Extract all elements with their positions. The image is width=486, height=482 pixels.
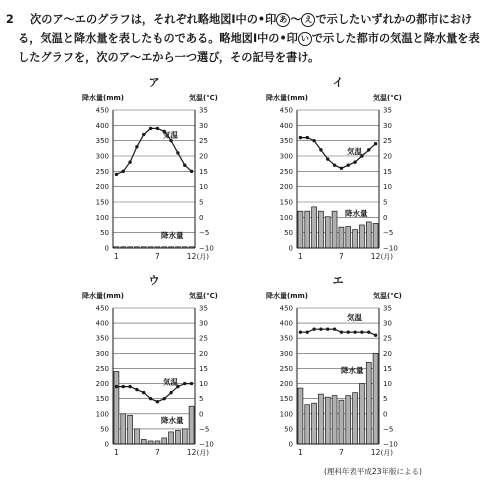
chart-4-precip-tick: 450 [279,304,293,313]
chart-1-precip-tick: 200 [95,183,109,192]
chart-1-precip-tick: 400 [95,121,109,130]
chart-4-precip-tick: 150 [279,395,293,404]
chart-2-temp-point [367,148,370,151]
chart-4-month-tick: 12 [370,448,381,457]
chart-2-temp-point [347,164,350,167]
chart-3-precip-bar [162,438,167,444]
chart-3-temp-point [142,391,145,394]
chart-1-month-tick: 1 [114,252,119,261]
chart-2-precip-bar [353,230,358,248]
chart-2-precip-bar [332,211,337,248]
chart-1-temp-tick: 15 [199,167,208,176]
chart-3-temp-point [128,385,131,388]
chart-1-temp-tick: 20 [199,152,208,161]
chart-3-precip-tick: 0 [104,440,109,449]
chart-3-temp-point [115,385,118,388]
chart-3-precip-tick: 50 [100,425,109,434]
question-line-2-part-b: で示した都市の気温と降水量を表 [311,32,480,45]
chart-2-temp-tick: −10 [383,244,398,253]
chart-4-precip-bar [318,394,323,444]
chart-1-precip-tick: 150 [95,198,109,207]
source-footnote: (理科年表平成23年版による) [324,467,422,476]
chart-4-temp-point [326,327,329,330]
chart-3-month-tick: 1 [114,448,119,457]
question-line-3: したグラフを，次のア～エから一つ選び，その記号を書け。 [18,51,320,64]
chart-2-temp-line [300,138,375,169]
chart-1-temp-tick: 5 [199,198,204,207]
chart-4-temp-point [333,327,336,330]
chart-2-temp-tick: 35 [383,106,392,115]
chart-4-precip-tick: 350 [279,334,293,343]
chart-3-temp-line [116,384,191,402]
chart-2-title: イ [332,76,344,89]
circled-i-marker: い [298,32,312,46]
chart-4-temp-line [300,329,375,335]
chart-2-temp-tick: −5 [383,229,394,238]
chart-4-precip-bar [325,397,330,444]
chart-1-precip-series-label: 降水量 [161,231,184,240]
chart-1-temp-tick: 0 [199,213,204,222]
chart-4-temp-point [374,334,377,337]
chart-3-temp-tick: 5 [199,395,204,404]
chart-1-temp-point [190,170,193,173]
chart-4-precip-series-label: 降水量 [341,365,364,375]
chart-3-precip-tick: 450 [95,304,109,313]
chart-1-temp-tick: −10 [199,244,214,253]
chart-4-month-tick: 1 [298,448,303,457]
chart-4-temp-point [347,330,350,333]
chart-4-month-unit: (月) [380,449,394,457]
chart-2-precip-bar [359,225,364,248]
chart-3-temp-point [163,397,166,400]
chart-4-precip-bar [312,403,317,444]
chart-3-precip-axis-label: 降水量(mm) [82,292,124,300]
chart-3-precip-tick: 400 [95,319,109,328]
chart-2-month-tick: 7 [339,252,344,261]
chart-2-temp-point [312,139,315,142]
chart-4-temp-point [319,327,322,330]
chart-3-precip-bar [128,415,133,444]
chart-2-temp-tick: 10 [383,183,392,192]
chart-2-precip-tick: 0 [288,244,293,253]
chart-3-precip-tick: 100 [95,410,109,419]
chart-4-precip-bar [346,396,351,444]
circled-e-marker: え [301,13,315,27]
chart-1-precip-tick: 300 [95,152,109,161]
chart-3-temp-series-label: 気温 [163,377,178,387]
chart-3-precip-bar [169,432,174,444]
chart-2-temp-tick: 5 [383,198,388,207]
chart-1-temp-line [116,128,191,174]
chart-1-temp-tick: 10 [199,183,208,192]
chart-1-title: ア [148,76,160,89]
question-line-1-part-a: 次のア～エのグラフは，それぞれ略地図Ⅰ中の•印 [30,13,277,26]
chart-3-precip-tick: 150 [95,395,109,404]
chart-1-temp-point [122,170,125,173]
chart-3-precip-bar [121,414,126,444]
chart-4-precip-bar [298,388,303,444]
chart-2-temp-point [326,157,329,160]
chart-2-precip-bar [346,227,351,248]
chart-2-temp-series-label: 気温 [347,147,362,157]
chart-2-month-tick: 1 [298,252,303,261]
chart-2-precip-tick: 200 [279,183,293,192]
chart-4-temp-series-label: 気温 [347,313,362,323]
chart-4-temp-tick: 5 [383,395,388,404]
chart-2-precip-bar [298,211,303,248]
chart-4-precip-axis-label: 降水量(mm) [266,292,308,300]
chart-2-temp-tick: 0 [383,213,388,222]
chart-2-temp-tick: 15 [383,167,392,176]
chart-1-precip-tick: 100 [95,213,109,222]
circled-a-marker: あ [276,13,290,27]
chart-1-temp-point [142,133,145,136]
chart-2-precip-tick: 50 [284,229,293,238]
chart-2-precip-bar [305,211,310,248]
chart-1-temp-tick: 25 [199,137,208,146]
chart-3-temp-tick: 20 [199,349,208,358]
chart-3-precip-series-label: 降水量 [161,415,184,425]
chart-3-temp-tick: 30 [199,319,208,328]
chart-4-precip-tick: 250 [279,364,293,373]
chart-4-temp-tick: −10 [383,440,398,449]
chart-3-month-unit: (月) [196,449,210,457]
chart-3-temp-point [169,391,172,394]
chart-1-temp-point [176,151,179,154]
chart-3-precip-bar [189,406,194,444]
chart-2-temp-point [353,160,356,163]
chart-2-precip-bar [312,207,317,248]
chart-2-temp-tick: 20 [383,152,392,161]
chart-2-temp-point [333,164,336,167]
chart-3-month-tick: 7 [155,448,160,457]
chart-4-temp-tick: 25 [383,334,392,343]
chart-4-precip-bar [339,400,344,444]
question-number: 2 [6,13,14,26]
chart-4-temp-point [340,330,343,333]
chart-2-precip-tick: 450 [279,106,293,115]
chart-4-precip-tick: 200 [279,380,293,389]
chart-4-temp-tick: 0 [383,410,388,419]
chart-1-precip-tick: 0 [104,244,109,253]
chart-3-temp-tick: 0 [199,410,204,419]
chart-1-temp-point [128,160,131,163]
chart-2-precip-bar [325,217,330,248]
chart-4-precip-bar [366,362,371,444]
chart-3-precip-bar [114,371,119,444]
chart-4-precip-bar [373,353,378,444]
chart-3-temp-tick: −5 [199,425,210,434]
chart-3-temp-axis-label: 気温(℃) [189,292,218,300]
chart-1-precip-tick: 350 [95,137,109,146]
chart-2-temp-point [374,142,377,145]
chart-2-precip-tick: 350 [279,137,293,146]
chart-3-temp-point [183,382,186,385]
chart-4-precip-tick: 50 [284,425,293,434]
chart-1-precip-tick: 250 [95,167,109,176]
chart-3-temp-point [156,400,159,403]
chart-2-precip-tick: 400 [279,121,293,130]
question-line-2-part-a: る，気温と降水量を表したものである。略地図Ⅰ中の•印 [18,32,298,45]
chart-2-precip-tick: 300 [279,152,293,161]
chart-3-temp-point [149,397,152,400]
chart-3-temp-point [122,385,125,388]
chart-2-precip-axis-label: 降水量(mm) [266,94,308,102]
chart-3-month-tick: 12 [186,448,197,457]
chart-2-temp-tick: 30 [383,121,392,130]
chart-1-temp-tick: 35 [199,106,208,115]
chart-3-temp-tick: 25 [199,334,208,343]
chart-1-month-unit: (月) [196,253,210,261]
chart-2-precip-bar [366,222,371,248]
chart-2-precip-bar [373,223,378,248]
chart-2-temp-axis-label: 気温(℃) [373,94,402,102]
chart-3-temp-tick: −10 [199,440,214,449]
chart-4-temp-tick: 20 [383,349,392,358]
chart-4-precip-tick: 300 [279,349,293,358]
chart-2-precip-bar [339,227,344,248]
chart-4-title: エ [332,274,344,287]
chart-4-precip-tick: 0 [288,440,293,449]
chart-3-temp-tick: 15 [199,364,208,373]
chart-4-temp-tick: 35 [383,304,392,313]
chart-3-precip-bar [141,439,146,444]
chart-3-precip-tick: 350 [95,334,109,343]
chart-4-month-tick: 7 [339,448,344,457]
chart-2-precip-tick: 250 [279,167,293,176]
chart-4-precip-tick: 100 [279,410,293,419]
chart-4-temp-point [299,330,302,333]
chart-4-precip-bar [353,393,358,444]
chart-3-precip-tick: 250 [95,364,109,373]
chart-1-temp-tick: 30 [199,121,208,130]
chart-1-temp-point [149,127,152,130]
chart-1-temp-series-label: 気温 [163,130,178,140]
chart-3-temp-point [135,388,138,391]
chart-4-temp-point [353,330,356,333]
chart-4-precip-bar [332,396,337,444]
chart-3-temp-tick: 35 [199,304,208,313]
chart-1-temp-axis-label: 気温(℃) [189,94,218,102]
chart-4-temp-point [367,330,370,333]
chart-1-precip-axis-label: 降水量(mm) [82,94,124,102]
chart-2-precip-bar [318,211,323,248]
chart-4-precip-bar [305,405,310,444]
chart-2-month-unit: (月) [380,253,394,261]
chart-1-month-tick: 7 [155,252,160,261]
chart-2-precip-tick: 100 [279,213,293,222]
chart-1-temp-point [135,145,138,148]
chart-3-precip-bar [182,429,187,444]
chart-3-precip-bar [134,429,139,444]
chart-4-precip-tick: 400 [279,319,293,328]
chart-4-temp-tick: 15 [383,364,392,373]
chart-1-precip-tick: 450 [95,106,109,115]
chart-2-precip-tick: 150 [279,198,293,207]
chart-2-temp-point [299,136,302,139]
chart-3-precip-bar [175,430,180,444]
chart-3-title: ウ [148,274,160,287]
chart-3-precip-tick: 300 [95,349,109,358]
chart-4-temp-tick: 30 [383,319,392,328]
chart-4-temp-point [306,330,309,333]
chart-4-precip-bar [359,384,364,444]
chart-2-temp-tick: 25 [383,137,392,146]
chart-2-temp-point [319,148,322,151]
chart-1-temp-point [156,127,159,130]
chart-4-temp-point [360,330,363,333]
chart-1-temp-point [115,173,118,176]
chart-2-temp-point [306,136,309,139]
chart-2-precip-series-label: 降水量 [345,208,368,218]
chart-2-month-tick: 12 [370,252,381,261]
chart-1-temp-point [183,164,186,167]
chart-1-precip-tick: 50 [100,229,109,238]
tilde: ～ [290,13,302,26]
chart-1-month-tick: 12 [186,252,197,261]
chart-4-temp-tick: −5 [383,425,394,434]
chart-3-precip-tick: 200 [95,380,109,389]
chart-2-temp-point [340,167,343,170]
chart-3-temp-point [190,382,193,385]
chart-4-temp-axis-label: 気温(℃) [373,292,402,300]
question-line-1-part-b: で示したいずれかの都市におけ [315,13,473,26]
chart-3-temp-tick: 10 [199,380,208,389]
chart-4-temp-point [312,327,315,330]
chart-1-temp-tick: −5 [199,229,210,238]
chart-4-temp-tick: 10 [383,380,392,389]
